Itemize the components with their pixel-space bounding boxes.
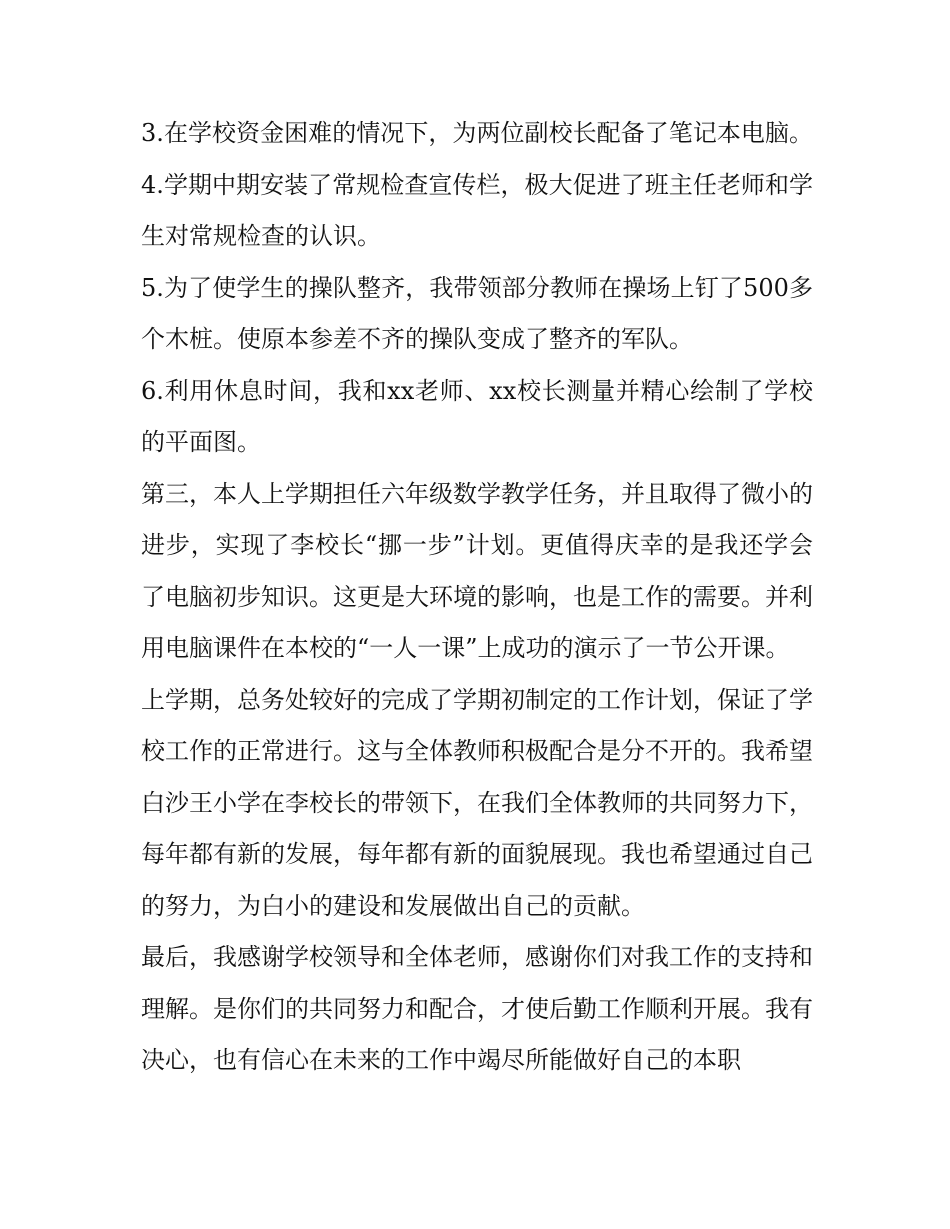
paragraph-semester-summary: 上学期，总务处较好的完成了学期初制定的工作计划，保证了学校工作的正常进行。这与全体教师积极配合是分不开的。我希望白沙王小学在李校长的带领下，在我们全体教师的共同努力下，每年都有新的发展，每年都有新的面貌展现。我也希望通过自己的努力，为白小的建设和发展做出自己的贡献。 xyxy=(141,685,813,920)
paragraph-item-5-stakes: 5.为了使学生的操队整齐，我带领部分教师在操场上钉了500多个木桩。使原本参差不齐的操队变成了整齐的军队。 xyxy=(141,273,813,353)
paragraph-third-teaching: 第三，本人上学期担任六年级数学教学任务，并且取得了微小的进步，实现了李校长“挪一步”计划。更值得庆幸的是我还学会了电脑初步知识。这更是大环境的影响，也是工作的需要。并利用电脑课件在本校的“一人一课”上成功的演示了一节公开课。 xyxy=(141,479,813,662)
paragraph-closing-thanks: 最后，我感谢学校领导和全体老师，感谢你们对我工作的支持和理解。是你们的共同努力和配合，才使后勤工作顺利开展。我有决心，也有信心在未来的工作中竭尽所能做好自己的本职 xyxy=(141,943,813,1074)
paragraph-item-3-laptops: 3.在学校资金困难的情况下，为两位副校长配备了笔记本电脑。 4.学期中期安装了常规检查宣传栏，极大促进了班主任老师和学生对常规检查的认识。 xyxy=(141,119,813,250)
document-body xyxy=(141,108,813,1087)
paragraph-item-6-floor-plan: 6.利用休息时间，我和xx老师、xx校长测量并精心绘制了学校的平面图。 xyxy=(141,376,813,456)
